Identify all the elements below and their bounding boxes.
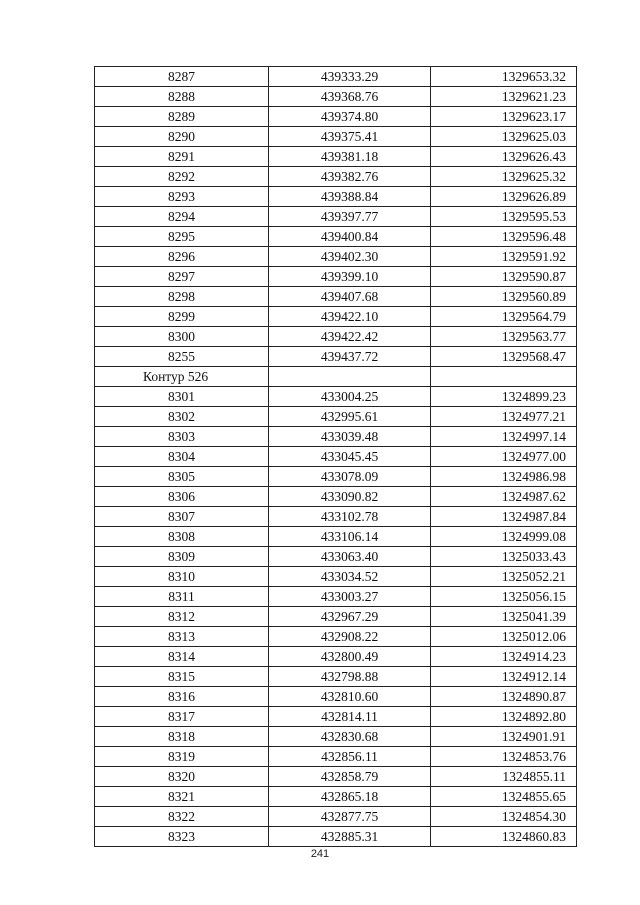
point-number-cell: 8292	[95, 167, 269, 187]
point-number-cell: 8291	[95, 147, 269, 167]
table-row	[95, 687, 577, 707]
point-number-cell: 8288	[95, 87, 269, 107]
x-coordinate-cell: 439382.76	[269, 167, 431, 187]
y-coordinate-cell: 1329564.79	[431, 307, 577, 327]
y-coordinate-cell: 1324853.76	[431, 747, 577, 767]
point-number-cell: 8294	[95, 207, 269, 227]
x-coordinate-cell: 433039.48	[269, 427, 431, 447]
table-row	[95, 547, 577, 567]
point-number-cell: 8315	[95, 667, 269, 687]
y-coordinate-cell: 1324997.14	[431, 427, 577, 447]
point-number-cell: 8305	[95, 467, 269, 487]
section-row	[95, 367, 577, 387]
x-coordinate-cell: 439437.72	[269, 347, 431, 367]
y-coordinate-cell: 1325041.39	[431, 607, 577, 627]
table-row	[95, 347, 577, 367]
table-row	[95, 247, 577, 267]
point-number-cell: 8314	[95, 647, 269, 667]
point-number-cell: 8306	[95, 487, 269, 507]
table-row	[95, 787, 577, 807]
table-row	[95, 587, 577, 607]
y-coordinate-cell: 1325052.21	[431, 567, 577, 587]
y-coordinate-cell: 1324977.00	[431, 447, 577, 467]
x-coordinate-cell: 439422.10	[269, 307, 431, 327]
table-row	[95, 487, 577, 507]
table-row	[95, 767, 577, 787]
y-coordinate-cell: 1329625.03	[431, 127, 577, 147]
point-number-cell: 8300	[95, 327, 269, 347]
point-number-cell: 8298	[95, 287, 269, 307]
empty-cell	[431, 367, 577, 387]
table-row	[95, 507, 577, 527]
x-coordinate-cell: 439400.84	[269, 227, 431, 247]
point-number-cell: 8293	[95, 187, 269, 207]
y-coordinate-cell: 1324901.91	[431, 727, 577, 747]
point-number-cell: 8307	[95, 507, 269, 527]
table-row	[95, 527, 577, 547]
point-number-cell: 8290	[95, 127, 269, 147]
empty-cell	[269, 367, 431, 387]
x-coordinate-cell: 433063.40	[269, 547, 431, 567]
section-label: Контур 526	[95, 367, 269, 387]
table-row	[95, 207, 577, 227]
y-coordinate-cell: 1324860.83	[431, 827, 577, 847]
x-coordinate-cell: 432800.49	[269, 647, 431, 667]
x-coordinate-cell: 432995.61	[269, 407, 431, 427]
point-number-cell: 8316	[95, 687, 269, 707]
point-number-cell: 8303	[95, 427, 269, 447]
x-coordinate-cell: 432908.22	[269, 627, 431, 647]
table-row	[95, 627, 577, 647]
table-row	[95, 407, 577, 427]
table-row	[95, 647, 577, 667]
x-coordinate-cell: 439397.77	[269, 207, 431, 227]
point-number-cell: 8299	[95, 307, 269, 327]
point-number-cell: 8312	[95, 607, 269, 627]
x-coordinate-cell: 439374.80	[269, 107, 431, 127]
point-number-cell: 8313	[95, 627, 269, 647]
y-coordinate-cell: 1324999.08	[431, 527, 577, 547]
x-coordinate-cell: 439407.68	[269, 287, 431, 307]
x-coordinate-cell: 439422.42	[269, 327, 431, 347]
point-number-cell: 8319	[95, 747, 269, 767]
table-row	[95, 307, 577, 327]
point-number-cell: 8309	[95, 547, 269, 567]
y-coordinate-cell: 1329623.17	[431, 107, 577, 127]
x-coordinate-cell: 433106.14	[269, 527, 431, 547]
y-coordinate-cell: 1325012.06	[431, 627, 577, 647]
point-number-cell: 8323	[95, 827, 269, 847]
table-row	[95, 707, 577, 727]
y-coordinate-cell: 1329591.92	[431, 247, 577, 267]
point-number-cell: 8301	[95, 387, 269, 407]
point-number-cell: 8304	[95, 447, 269, 467]
x-coordinate-cell: 432814.11	[269, 707, 431, 727]
x-coordinate-cell: 433004.25	[269, 387, 431, 407]
table-row	[95, 327, 577, 347]
y-coordinate-cell: 1324987.84	[431, 507, 577, 527]
point-number-cell: 8255	[95, 347, 269, 367]
x-coordinate-cell: 433102.78	[269, 507, 431, 527]
table-row	[95, 267, 577, 287]
table-row	[95, 87, 577, 107]
table-row	[95, 567, 577, 587]
x-coordinate-cell: 439333.29	[269, 67, 431, 87]
x-coordinate-cell: 433078.09	[269, 467, 431, 487]
x-coordinate-cell: 432885.31	[269, 827, 431, 847]
y-coordinate-cell: 1329563.77	[431, 327, 577, 347]
y-coordinate-cell: 1329590.87	[431, 267, 577, 287]
table-row	[95, 187, 577, 207]
y-coordinate-cell: 1324890.87	[431, 687, 577, 707]
point-number-cell: 8322	[95, 807, 269, 827]
y-coordinate-cell: 1324987.62	[431, 487, 577, 507]
x-coordinate-cell: 432865.18	[269, 787, 431, 807]
table-row	[95, 827, 577, 847]
y-coordinate-cell: 1324914.23	[431, 647, 577, 667]
point-number-cell: 8302	[95, 407, 269, 427]
point-number-cell: 8287	[95, 67, 269, 87]
table-row	[95, 107, 577, 127]
point-number-cell: 8321	[95, 787, 269, 807]
x-coordinate-cell: 439381.18	[269, 147, 431, 167]
y-coordinate-cell: 1324854.30	[431, 807, 577, 827]
y-coordinate-cell: 1324977.21	[431, 407, 577, 427]
point-number-cell: 8308	[95, 527, 269, 547]
x-coordinate-cell: 439375.41	[269, 127, 431, 147]
point-number-cell: 8318	[95, 727, 269, 747]
table-row	[95, 427, 577, 447]
table-row	[95, 167, 577, 187]
table-row	[95, 607, 577, 627]
point-number-cell: 8320	[95, 767, 269, 787]
y-coordinate-cell: 1329626.43	[431, 147, 577, 167]
y-coordinate-cell: 1329568.47	[431, 347, 577, 367]
table-row	[95, 807, 577, 827]
table-row	[95, 387, 577, 407]
y-coordinate-cell: 1329596.48	[431, 227, 577, 247]
table-row	[95, 447, 577, 467]
y-coordinate-cell: 1329595.53	[431, 207, 577, 227]
y-coordinate-cell: 1329626.89	[431, 187, 577, 207]
x-coordinate-cell: 433003.27	[269, 587, 431, 607]
table-row	[95, 67, 577, 87]
y-coordinate-cell: 1324912.14	[431, 667, 577, 687]
y-coordinate-cell: 1325056.15	[431, 587, 577, 607]
table-row	[95, 747, 577, 767]
x-coordinate-cell: 439399.10	[269, 267, 431, 287]
x-coordinate-cell: 433034.52	[269, 567, 431, 587]
x-coordinate-cell: 432856.11	[269, 747, 431, 767]
y-coordinate-cell: 1325033.43	[431, 547, 577, 567]
table-row	[95, 227, 577, 247]
table-row	[95, 667, 577, 687]
x-coordinate-cell: 433045.45	[269, 447, 431, 467]
point-number-cell: 8317	[95, 707, 269, 727]
x-coordinate-cell: 439402.30	[269, 247, 431, 267]
x-coordinate-cell: 432810.60	[269, 687, 431, 707]
table-row	[95, 727, 577, 747]
y-coordinate-cell: 1324855.11	[431, 767, 577, 787]
x-coordinate-cell: 439388.84	[269, 187, 431, 207]
x-coordinate-cell: 439368.76	[269, 87, 431, 107]
table-row	[95, 147, 577, 167]
point-number-cell: 8296	[95, 247, 269, 267]
point-number-cell: 8289	[95, 107, 269, 127]
x-coordinate-cell: 432798.88	[269, 667, 431, 687]
point-number-cell: 8295	[95, 227, 269, 247]
y-coordinate-cell: 1324899.23	[431, 387, 577, 407]
point-number-cell: 8297	[95, 267, 269, 287]
y-coordinate-cell: 1324892.80	[431, 707, 577, 727]
x-coordinate-cell: 433090.82	[269, 487, 431, 507]
y-coordinate-cell: 1329560.89	[431, 287, 577, 307]
y-coordinate-cell: 1329653.32	[431, 67, 577, 87]
x-coordinate-cell: 432877.75	[269, 807, 431, 827]
y-coordinate-cell: 1324855.65	[431, 787, 577, 807]
y-coordinate-cell: 1324986.98	[431, 467, 577, 487]
page-number: 241	[310, 848, 330, 860]
x-coordinate-cell: 432830.68	[269, 727, 431, 747]
y-coordinate-cell: 1329621.23	[431, 87, 577, 107]
table-row	[95, 467, 577, 487]
point-number-cell: 8311	[95, 587, 269, 607]
table-row	[95, 127, 577, 147]
coordinates-table	[94, 66, 577, 847]
point-number-cell: 8310	[95, 567, 269, 587]
table-row	[95, 287, 577, 307]
x-coordinate-cell: 432967.29	[269, 607, 431, 627]
y-coordinate-cell: 1329625.32	[431, 167, 577, 187]
coordinates-table-body	[95, 67, 577, 847]
x-coordinate-cell: 432858.79	[269, 767, 431, 787]
